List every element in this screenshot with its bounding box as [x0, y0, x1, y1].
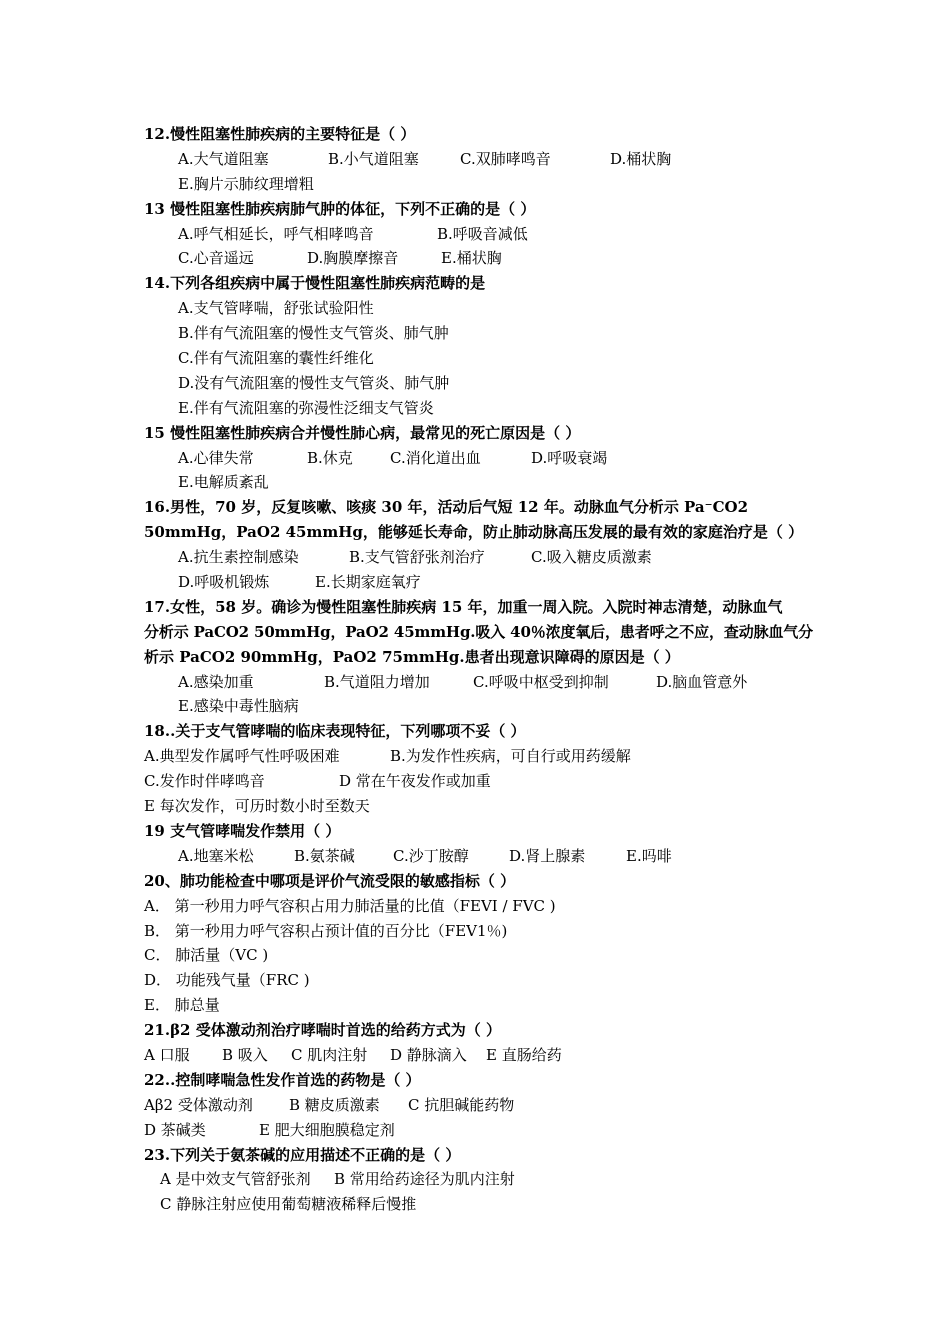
question-18-options-row	[144, 744, 814, 769]
option-e: E 直肠给药	[486, 1045, 562, 1064]
question-22-options-row	[144, 1118, 814, 1143]
option-a: A.地塞米松	[178, 846, 254, 865]
option-e: E.胸片示肺纹理增粗	[178, 174, 314, 193]
question-20-option-e: E． 肺总量	[144, 996, 220, 1015]
question-12-options-row	[144, 172, 814, 197]
option-a: A 是中效支气管舒张剂	[160, 1170, 311, 1189]
question-20-option-c: C． 肺活量（VC )	[144, 946, 269, 965]
question-14-option-c: C.伴有气流阻塞的囊性纤维化	[178, 349, 374, 368]
option-c: C.心音遥远	[178, 249, 254, 268]
question-20-option-d: D． 功能残气量（FRC )	[144, 971, 310, 990]
option-d: D 静脉滴入	[390, 1045, 467, 1064]
question-16-stem-line: 50mmHg，PaO2 45mmHg，能够延长寿命，防止肺动脉高压发展的最有效的家庭治疗是（ ）	[144, 523, 804, 542]
question-17-stem-line: 17.女性，58 岁。确诊为慢性阻塞性肺疾病 15 年，加重一周入院。入院时神志清楚，动脉血气	[144, 597, 783, 616]
question-17-stem-line: 析示 PaCO2 90mmHg，PaO2 75mmHg.患者出现意识障碍的原因是（ ）	[144, 647, 680, 666]
option-a: A.典型发作属呼气性呼吸困难	[144, 747, 340, 766]
option-d: D.脑血管意外	[656, 672, 748, 691]
option-b: B.小气道阻塞	[328, 149, 419, 168]
question-23-stem: 23.下列关于氨茶碱的应用描述不正确的是（ ）	[144, 1145, 461, 1164]
question-20-option-b: B． 第一秒用力呼气容积占预计值的百分比（FEV1％)	[144, 921, 508, 940]
option-c: C 肌肉注射	[291, 1045, 368, 1064]
option-b: B 糖皮质激素	[289, 1095, 380, 1114]
question-15-stem: 15 慢性阻塞性肺疾病合并慢性肺心病，最常见的死亡原因是（ ）	[144, 423, 581, 442]
option-a: A.抗生素控制感染	[178, 548, 299, 567]
question-14-option-b: B.伴有气流阻塞的慢性支气管炎、肺气肿	[178, 324, 449, 343]
option-e: E.长期家庭氧疗	[315, 573, 421, 592]
question-14-option-a: A.支气管哮喘，舒张试验阳性	[178, 299, 374, 318]
question-12-options-row	[144, 147, 814, 172]
option-d: D 常在午夜发作或加重	[339, 772, 491, 791]
option-d: D.肾上腺素	[509, 846, 586, 865]
question-14-option-e: E.伴有气流阻塞的弥漫性泛细支气管炎	[178, 398, 434, 417]
question-19-options-row	[144, 844, 814, 869]
option-d: D.呼吸衰竭	[531, 448, 608, 467]
question-15-options-row	[144, 446, 814, 471]
option-b: B 吸入	[222, 1045, 268, 1064]
option-a: A.大气道阻塞	[178, 149, 269, 168]
option-c: C.消化道出血	[390, 448, 481, 467]
option-d: D.呼吸机锻炼	[178, 573, 270, 592]
option-a: A.呼气相延长，呼气相哮鸣音	[178, 224, 374, 243]
option-e: E 肥大细胞膜稳定剂	[259, 1120, 395, 1139]
question-13-options-row	[144, 246, 814, 271]
option-e: E.感染中毒性脑病	[178, 697, 299, 716]
option-b: B.为发作性疾病，可自行或用药缓解	[390, 747, 631, 766]
option-c: C 抗胆碱能药物	[408, 1095, 515, 1114]
question-13-stem: 13 慢性阻塞性肺疾病肺气肿的体征，下列不正确的是（ ）	[144, 199, 536, 218]
question-18-option-e: E 每次发作，可历时数小时至数天	[144, 797, 370, 816]
option-c: C.沙丁胺醇	[393, 846, 469, 865]
option-e: E.桶状胸	[441, 249, 502, 268]
question-23-option-c: C 静脉注射应使用葡萄糖液稀释后慢推	[160, 1195, 417, 1214]
question-17-options-row	[144, 670, 814, 695]
option-b: B.休克	[307, 448, 353, 467]
question-23-options-row	[144, 1167, 814, 1192]
question-17-stem-line: 分析示 PaCO2 50mmHg，PaO2 45mmHg.吸入 40％浓度氧后，患者呼之不应，查动脉血气分	[144, 622, 814, 641]
question-12-stem: 12.慢性阻塞性肺疾病的主要特征是（ ）	[144, 125, 416, 143]
option-d: D.胸膜摩擦音	[307, 249, 399, 268]
option-a: A 口服	[144, 1045, 190, 1064]
question-13-options-row	[144, 222, 814, 247]
question-19-stem: 19 支气管哮喘发作禁用（ ）	[144, 821, 341, 840]
option-d: D.桶状胸	[610, 149, 672, 168]
option-d: D 茶碱类	[144, 1120, 206, 1139]
question-21-options-row	[144, 1043, 814, 1068]
option-b: B.支气管舒张剂治疗	[349, 548, 485, 567]
option-b: B.氨茶碱	[294, 846, 355, 865]
option-c: C.双肺哮鸣音	[460, 149, 551, 168]
question-16-stem-line: 16.男性，70 岁，反复咳嗽、咳痰 30 年，活动后气短 12 年。动脉血气分析示 Pa⁻CO2	[144, 498, 749, 517]
option-b: B.呼吸音减低	[437, 224, 528, 243]
question-14-stem: 14.下列各组疾病中属于慢性阻塞性肺疾病范畴的是	[144, 274, 486, 293]
question-16-options-row	[144, 570, 814, 595]
question-22-stem: 22..控制哮喘急性发作首选的药物是（ ）	[144, 1070, 421, 1089]
question-14-option-d: D.没有气流阻塞的慢性支气管炎、肺气肿	[178, 373, 450, 392]
option-a: A.感染加重	[178, 672, 254, 691]
option-e: E.电解质紊乱	[178, 473, 269, 492]
option-c: C.发作时伴哮鸣音	[144, 772, 265, 791]
question-15-options-row	[144, 470, 814, 495]
question-22-options-row	[144, 1093, 814, 1118]
question-20-option-a: A． 第一秒用力呼气容积占用力肺活量的比值（FEVI / FVC )	[144, 896, 556, 915]
option-a: A.心律失常	[178, 448, 254, 467]
option-b: B 常用给药途径为肌内注射	[334, 1170, 515, 1189]
question-20-stem: 20、肺功能检查中哪项是评价气流受限的敏感指标（ ）	[144, 871, 516, 890]
option-a: Aβ2 受体激动剂	[144, 1095, 253, 1114]
option-c: C.吸入糖皮质激素	[531, 548, 652, 567]
option-c: C.呼吸中枢受到抑制	[473, 672, 609, 691]
option-b: B.气道阻力增加	[324, 672, 430, 691]
question-17-options-row	[144, 694, 814, 719]
question-list	[144, 122, 814, 1217]
question-21-stem: 21.β2 受体激动剂治疗哮喘时首选的给药方式为（ ）	[144, 1021, 501, 1040]
option-e: E.吗啡	[626, 846, 672, 865]
question-16-options-row	[144, 545, 814, 570]
question-18-options-row	[144, 769, 814, 794]
question-18-stem: 18..关于支气管哮喘的临床表现特征，下列哪项不妥（ ）	[144, 722, 526, 741]
